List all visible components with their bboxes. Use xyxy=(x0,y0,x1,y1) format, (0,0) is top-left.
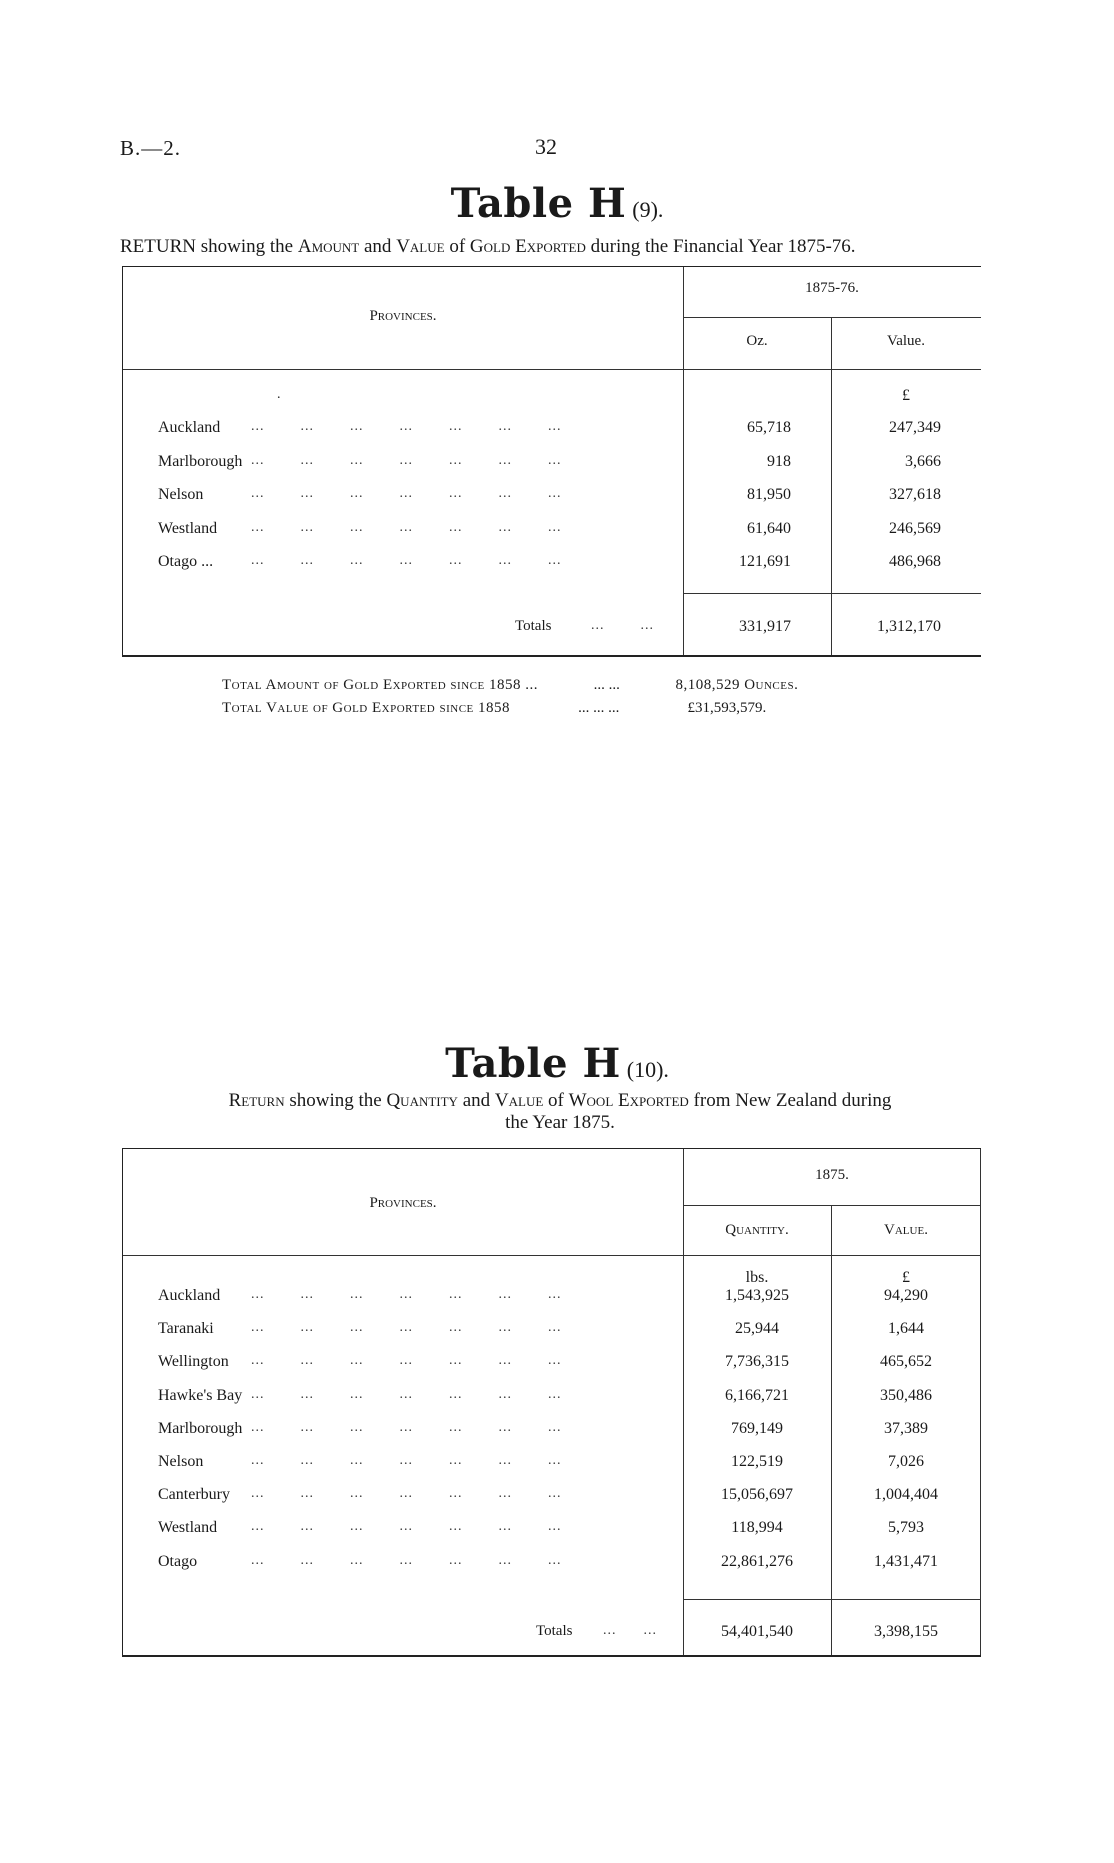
province-name: Auckland xyxy=(158,1287,221,1304)
cell-value: 7,026 xyxy=(888,1453,924,1470)
cell-value: 247,349 xyxy=(889,419,941,436)
summary-total-amount-label: Total Amount of Gold Exported since 1858 ... xyxy=(222,677,538,693)
dot-leader: ... ... ... ... ... ... ... xyxy=(251,419,562,434)
province-name: Westland xyxy=(158,1519,218,1537)
caption-text: RETURN showing the xyxy=(120,236,298,257)
dot-leader: ... ... ... ... ... ... ... xyxy=(251,1320,562,1336)
table9-header-period: 1875-76. xyxy=(805,280,859,296)
dot-leader: ... ... ... ... ... ... ... xyxy=(251,1287,562,1302)
table10-title-text: Table H xyxy=(445,1040,621,1087)
summary-total-amount-value: 8,108,529 Ounces. xyxy=(675,677,799,693)
province-name: Taranaki xyxy=(158,1320,214,1338)
table9-caption xyxy=(120,236,990,258)
table10-caption xyxy=(150,1090,970,1134)
summary-total-value xyxy=(222,700,766,717)
province-name: Otago xyxy=(158,1552,198,1570)
table9-header-value: Value. xyxy=(887,333,925,349)
table9-totals-label: Totals xyxy=(515,618,552,634)
dot-leader: ... ... ... ... ... ... ... xyxy=(251,1453,562,1468)
table9-rule xyxy=(683,317,981,318)
table9-rule xyxy=(683,593,981,594)
table9-header-oz: Oz. xyxy=(746,333,768,349)
caption-return: Return xyxy=(228,1090,285,1111)
cell-oz: 81,950 xyxy=(747,486,791,503)
page-reference: B.—2. xyxy=(120,136,182,160)
table10-rule xyxy=(683,1205,981,1206)
cell-value: 94,290 xyxy=(884,1287,928,1304)
caption-text: of xyxy=(444,236,470,257)
province-name: Marlborough xyxy=(158,1419,243,1437)
table10-frame xyxy=(122,1148,981,1657)
dot-leader: ... ... ... ... ... ... ... xyxy=(251,1519,562,1535)
caption-text: during the Financial Year 1875-76. xyxy=(585,236,856,257)
province-name: Otago ... xyxy=(158,553,214,570)
caption-line2: the Year 1875. xyxy=(505,1112,615,1133)
table10-totals-qty: 54,401,540 xyxy=(721,1623,793,1640)
province-name: Marlborough xyxy=(158,452,243,470)
caption-wool-exported: Wool Exported xyxy=(568,1090,689,1111)
table10-header-provinces: Provinces. xyxy=(369,1195,437,1211)
cell-value: 3,666 xyxy=(905,452,941,470)
cell-qty: 6,166,721 xyxy=(725,1386,789,1404)
table9-header-provinces: Provinces. xyxy=(369,308,437,324)
summary-total-value-leader: ... ... ... xyxy=(578,700,620,716)
table10-header-value: Value. xyxy=(884,1222,928,1238)
dot-leader: ... ... ... ... ... ... ... xyxy=(251,1486,562,1502)
table9-totals-leader: ... ... xyxy=(591,618,654,633)
table9-title-number: (9). xyxy=(632,197,664,222)
page-number: 32 xyxy=(535,134,557,159)
table10-header-period: 1875. xyxy=(815,1167,849,1183)
dot-leader: ... ... ... ... ... ... ... xyxy=(251,1353,562,1369)
table10-title-number: (10). xyxy=(626,1057,669,1082)
summary-total-value-value: £31,593,579. xyxy=(687,700,767,716)
caption-text: from New Zealand during xyxy=(688,1090,892,1111)
table10-rule xyxy=(683,1599,981,1600)
cell-qty: 22,861,276 xyxy=(721,1552,793,1570)
cell-qty: 7,736,315 xyxy=(725,1353,789,1371)
table10-totals-label: Totals xyxy=(536,1623,573,1639)
caption-quantity: Quantity xyxy=(386,1090,458,1111)
summary-total-amount-leader: ... ... xyxy=(593,677,620,693)
table9-pound-unit: £ xyxy=(902,387,910,404)
summary-total-amount xyxy=(222,677,798,694)
cell-value: 246,569 xyxy=(889,519,941,537)
caption-value: Value xyxy=(494,1090,544,1111)
cell-qty: 118,994 xyxy=(731,1519,783,1537)
cell-qty: 1,543,925 xyxy=(725,1287,789,1304)
table10-totals-leader: ... ... xyxy=(603,1623,657,1638)
table9-totals-value: 1,312,170 xyxy=(877,618,941,635)
cell-oz: 61,640 xyxy=(747,519,791,537)
table9-title xyxy=(0,180,1114,227)
cell-qty: 15,056,697 xyxy=(721,1486,793,1504)
cell-qty: 25,944 xyxy=(735,1320,779,1338)
province-name: Westland xyxy=(158,519,218,537)
province-name: Wellington xyxy=(158,1353,229,1371)
province-name: Hawke's Bay xyxy=(158,1386,243,1404)
dot-leader: ... ... ... ... ... ... ... xyxy=(251,519,562,535)
table9-totals-oz: 331,917 xyxy=(739,618,791,635)
cell-value: 327,618 xyxy=(889,486,941,503)
cell-oz: 65,718 xyxy=(747,419,791,436)
table9-frame xyxy=(122,266,981,657)
caption-text: showing the xyxy=(284,1090,387,1111)
cell-oz: 918 xyxy=(767,452,791,470)
table10-unit-lbs: lbs. xyxy=(745,1269,769,1286)
caption-gold-exported: Gold Exported xyxy=(469,236,586,257)
dot-leader: ... ... ... ... ... ... ... xyxy=(251,553,562,568)
cell-value: 1,004,404 xyxy=(874,1486,938,1504)
caption-text: of xyxy=(543,1090,569,1111)
table10-title xyxy=(0,1040,1114,1087)
cell-oz: 121,691 xyxy=(739,553,791,570)
dot-leader: ... ... ... ... ... ... ... xyxy=(251,1419,562,1435)
cell-qty: 122,519 xyxy=(731,1453,783,1470)
province-name: Nelson xyxy=(158,486,204,503)
dot-leader: ... ... ... ... ... ... ... xyxy=(251,1386,562,1402)
dot-leader: ... ... ... ... ... ... ... xyxy=(251,486,562,501)
province-name: Canterbury xyxy=(158,1486,230,1504)
dot-leader: ... ... ... ... ... ... ... xyxy=(251,1552,562,1568)
table9-rule xyxy=(123,369,981,370)
table10-header-quantity: Quantity. xyxy=(725,1222,789,1238)
cell-value: 486,968 xyxy=(889,553,941,570)
province-name: Nelson xyxy=(158,1453,204,1470)
table10-totals-value: 3,398,155 xyxy=(874,1623,938,1640)
table10-unit-pound: £ xyxy=(902,1269,910,1286)
cell-value: 1,644 xyxy=(888,1320,924,1338)
dot-leader: ... ... ... ... ... ... ... xyxy=(251,452,562,468)
cell-qty: 769,149 xyxy=(731,1419,783,1437)
cell-value: 350,486 xyxy=(880,1386,932,1404)
cell-value: 5,793 xyxy=(888,1519,924,1537)
table10-rule xyxy=(123,1255,981,1256)
cell-value: 1,431,471 xyxy=(874,1552,938,1570)
province-name: Auckland xyxy=(158,419,221,436)
caption-value: Value xyxy=(396,236,445,257)
table9-dot-marker: . xyxy=(277,387,281,402)
caption-amount: Amount xyxy=(297,236,360,257)
caption-text: and xyxy=(457,1090,495,1111)
cell-value: 465,652 xyxy=(880,1353,932,1371)
summary-total-value-label: Total Value of Gold Exported since 1858 xyxy=(222,700,511,716)
table9-title-text: Table H xyxy=(450,180,627,227)
caption-text: and xyxy=(359,236,397,257)
cell-value: 37,389 xyxy=(884,1419,928,1437)
